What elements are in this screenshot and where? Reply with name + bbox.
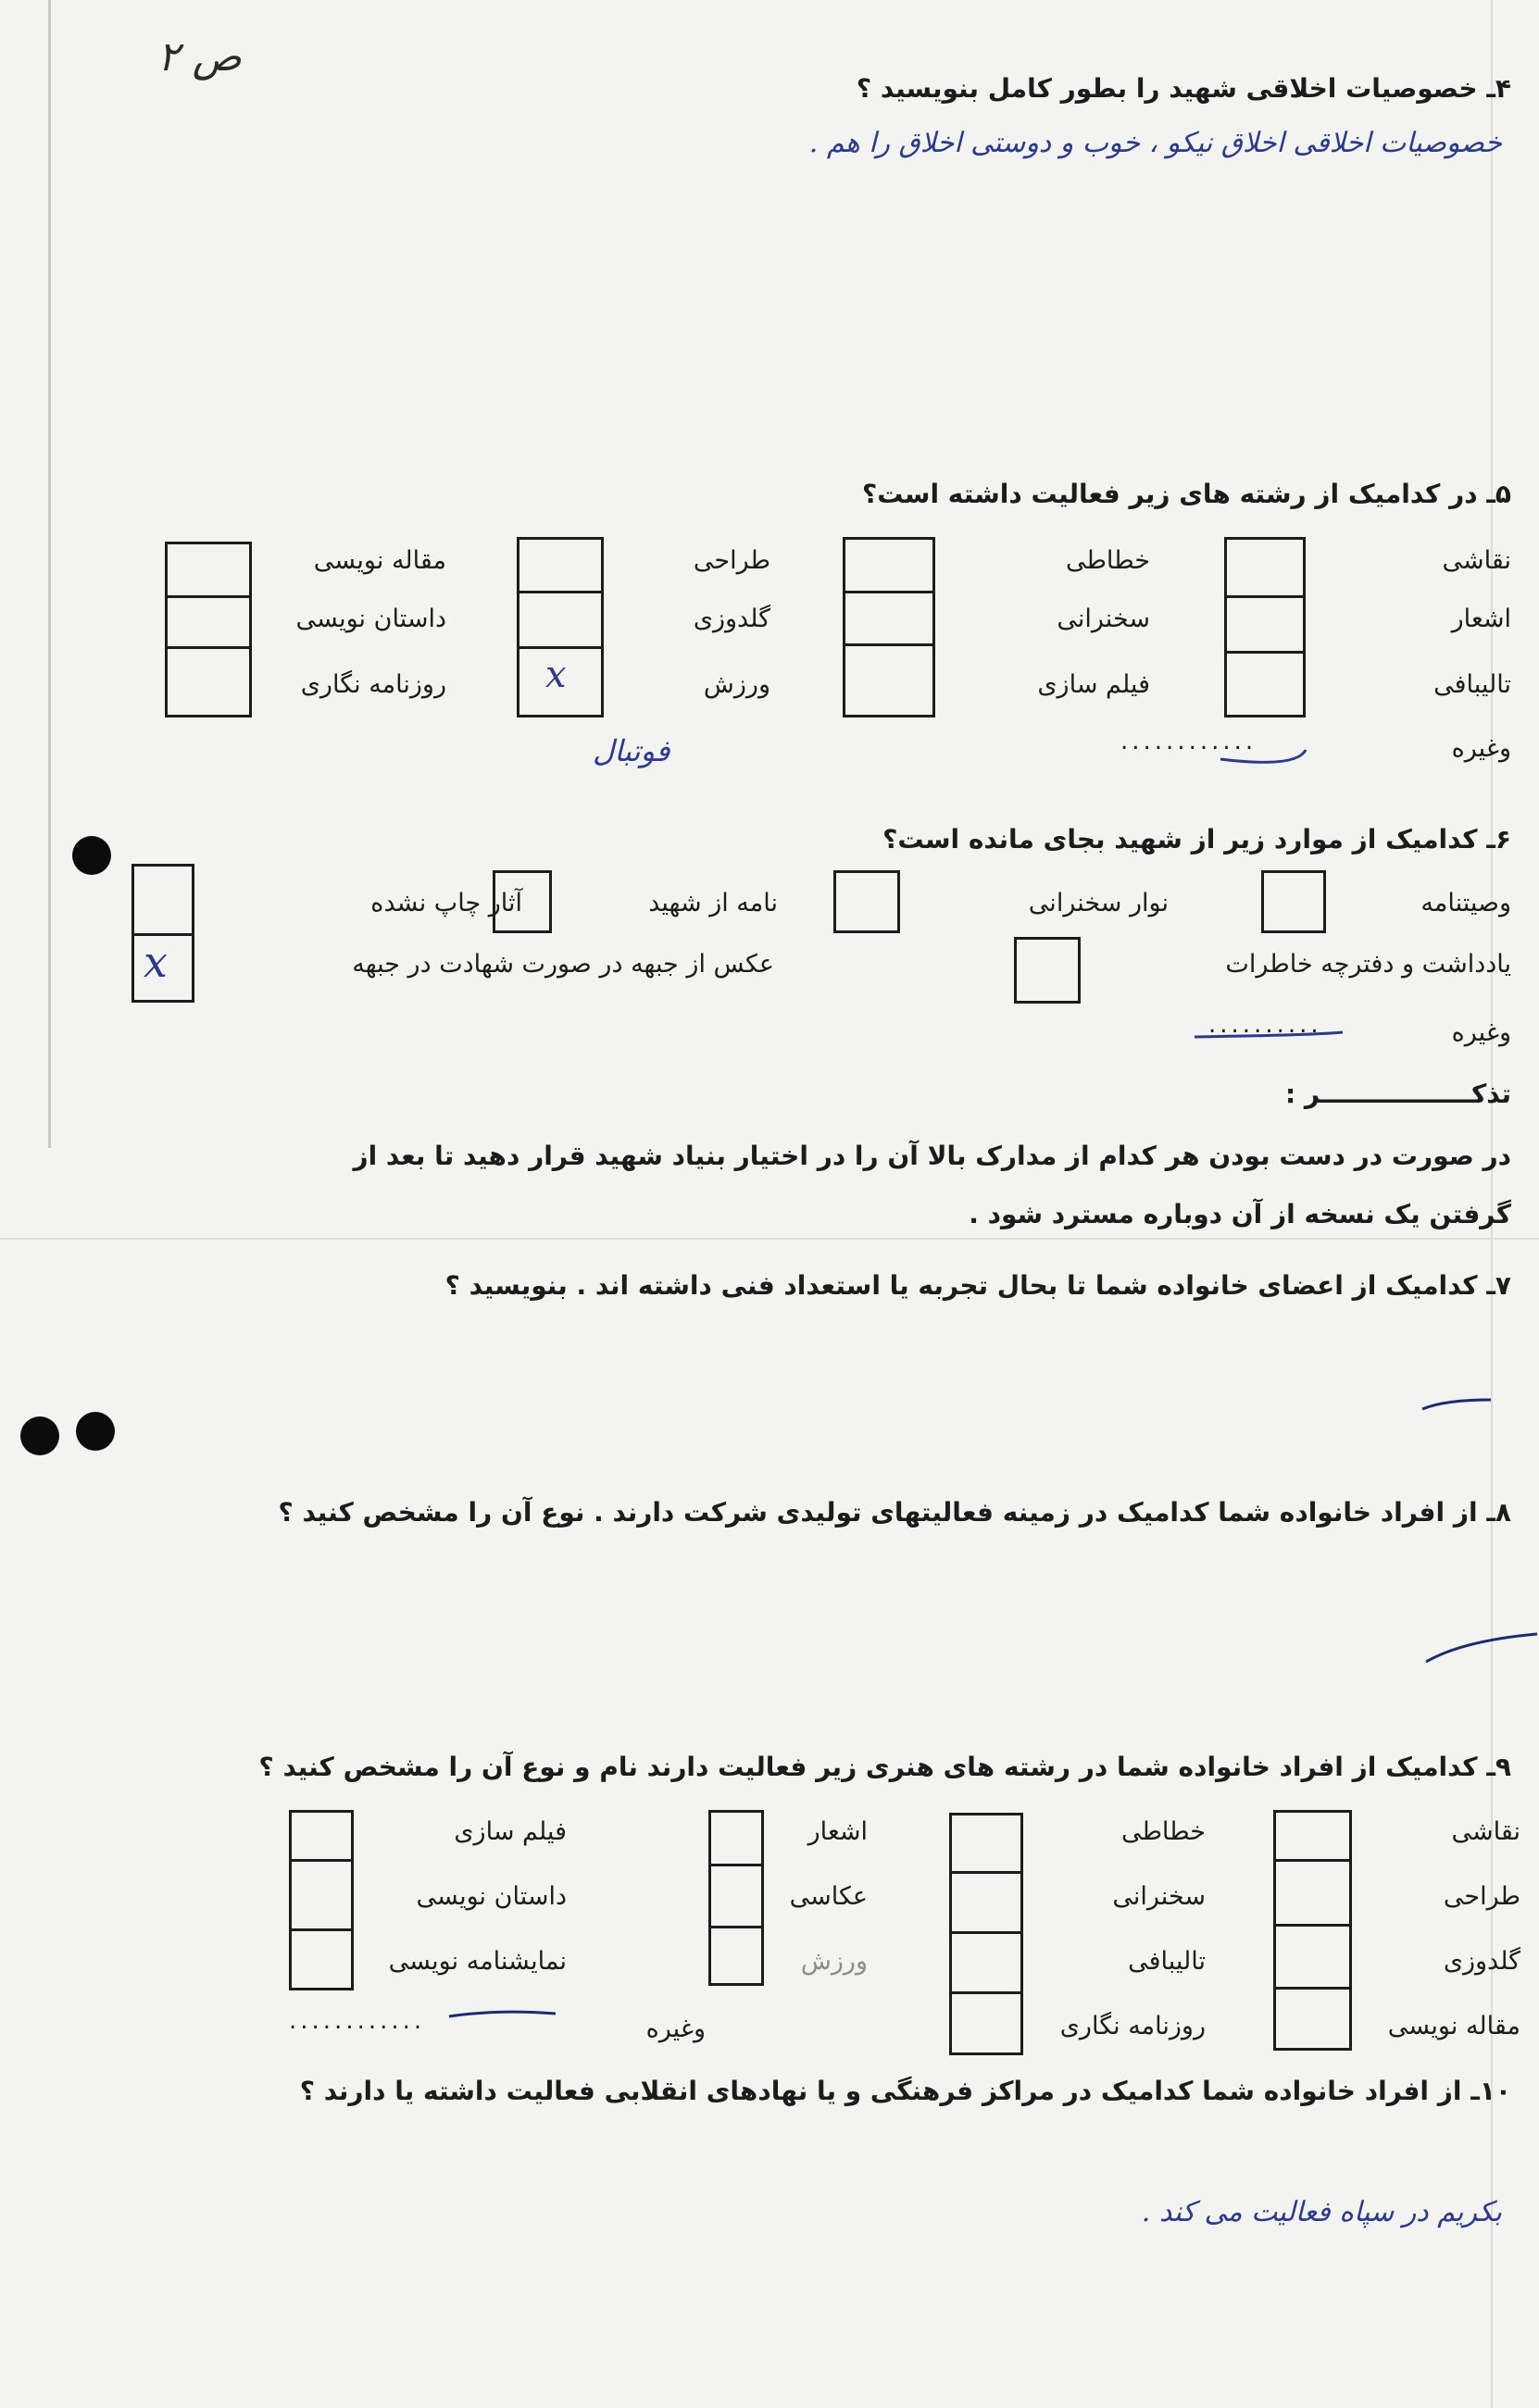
q5-label: سخنرانی — [1057, 605, 1150, 633]
q5-label: داستان نویسی — [295, 605, 446, 633]
q6-label: نوار سخنرانی — [1028, 889, 1169, 917]
q5-handwritten-other: فوتبال — [593, 733, 670, 768]
q9-label: ورزش — [800, 1947, 868, 1976]
q6-label: وصیتنامه — [1420, 889, 1511, 917]
q4-question: ۴ـ خصوصیات اخلاقی شهید را بطور کامل بنویسید ؟ — [856, 73, 1511, 104]
q5-label: گلدوزی — [693, 605, 770, 633]
q9-label: طراحی — [1443, 1882, 1520, 1911]
q6-label: عکس از جبهه در صورت شهادت در جبهه — [352, 950, 774, 979]
q5-label: روزنامه نگاری — [300, 670, 446, 699]
note-heading: تذکـــــــــــــــــر : — [1284, 1079, 1511, 1109]
q10-question: ۱۰ـ از افراد خانواده شما کدامیک در مراکز فرهنگی و یا نهادهای انقلابی فعالیت داشته یا دارند ؟ — [299, 2076, 1511, 2106]
q9-label: اشعار — [807, 1817, 868, 1846]
q9-label: گلدوزی — [1443, 1947, 1520, 1976]
page-mark: ص ۲ — [157, 33, 242, 81]
q4-answer: خصوصیات اخلاقی اخلاق نیکو ، خوب و دوستی اخلاق را هم . — [808, 127, 1502, 159]
q9-question: ۹ـ کدامیک از افراد خانواده شما در رشته های هنری زیر فعالیت دارند نام و نوع آن را مشخص کنید ؟ — [258, 1752, 1511, 1782]
q6-label: آثار چاپ نشده — [370, 889, 522, 917]
q5-question: ۵ـ در کدامیک از رشته های زیر فعالیت داشته است؟ — [862, 479, 1511, 509]
q7-question: ۷ـ کدامیک از اعضای خانواده شما تا بحال تجربه یا استعداد فنی داشته اند . بنویسید ؟ — [444, 1270, 1511, 1301]
q6-label: نامه از شهید — [648, 889, 778, 917]
q9-label: خطاطی — [1120, 1817, 1206, 1846]
q8-question: ۸ـ از افراد خانواده شما کدامیک در زمینه فعالیتهای تولیدی شرکت دارند . نوع آن را مشخص کنید ؟ — [278, 1497, 1511, 1528]
q9-label: روزنامه نگاری — [1059, 2012, 1206, 2040]
q6-other-dots: .......... — [1208, 1011, 1322, 1039]
note-line-2: گرفتن یک نسخه از آن دوباره مسترد شود . — [969, 1199, 1511, 1229]
check-mark: x — [144, 937, 168, 987]
q6-label: یادداشت و دفترچه خاطرات — [1225, 950, 1511, 979]
q5-label: نقاشی — [1442, 546, 1511, 575]
q5-label: تالیبافی — [1433, 670, 1511, 699]
q5-label: خطاطی — [1065, 546, 1150, 575]
q5-other-dots: ............ — [1120, 728, 1257, 755]
q5-label: اشعار — [1451, 605, 1511, 633]
check-mark: x — [545, 654, 567, 696]
q9-other-label: وغیره — [645, 2015, 706, 2043]
q5-label: فیلم سازی — [1037, 670, 1150, 699]
q5-other-label: وغیره — [1451, 734, 1511, 763]
q9-label: عکاسی — [789, 1882, 868, 1911]
q6-other-label: وغیره — [1451, 1018, 1511, 1047]
q5-label: ورزش — [703, 670, 770, 699]
q5-label: طراحی — [693, 546, 770, 575]
q9-label: فیلم سازی — [454, 1817, 567, 1846]
q9-label: نمایشنامه نویسی — [388, 1947, 567, 1976]
q9-label: تالیبافی — [1128, 1947, 1206, 1976]
q9-label: داستان نویسی — [416, 1882, 567, 1911]
q9-label: سخنرانی — [1112, 1882, 1206, 1911]
q9-other-dots: ............ — [289, 2007, 426, 2035]
q9-label: مقاله نویسی — [1387, 2012, 1520, 2040]
note-line-1: در صورت در دست بودن هر کدام از مدارک بالا آن را در اختیار بنیاد شهید قرار دهید تا بعد از — [353, 1141, 1511, 1171]
q10-answer: بکریم در سپاه فعالیت می کند . — [1141, 2196, 1502, 2228]
q5-label: مقاله نویسی — [313, 546, 446, 575]
q9-label: نقاشی — [1451, 1817, 1520, 1846]
q6-question: ۶ـ کدامیک از موارد زیر از شهید بجای مانده است؟ — [882, 824, 1511, 855]
